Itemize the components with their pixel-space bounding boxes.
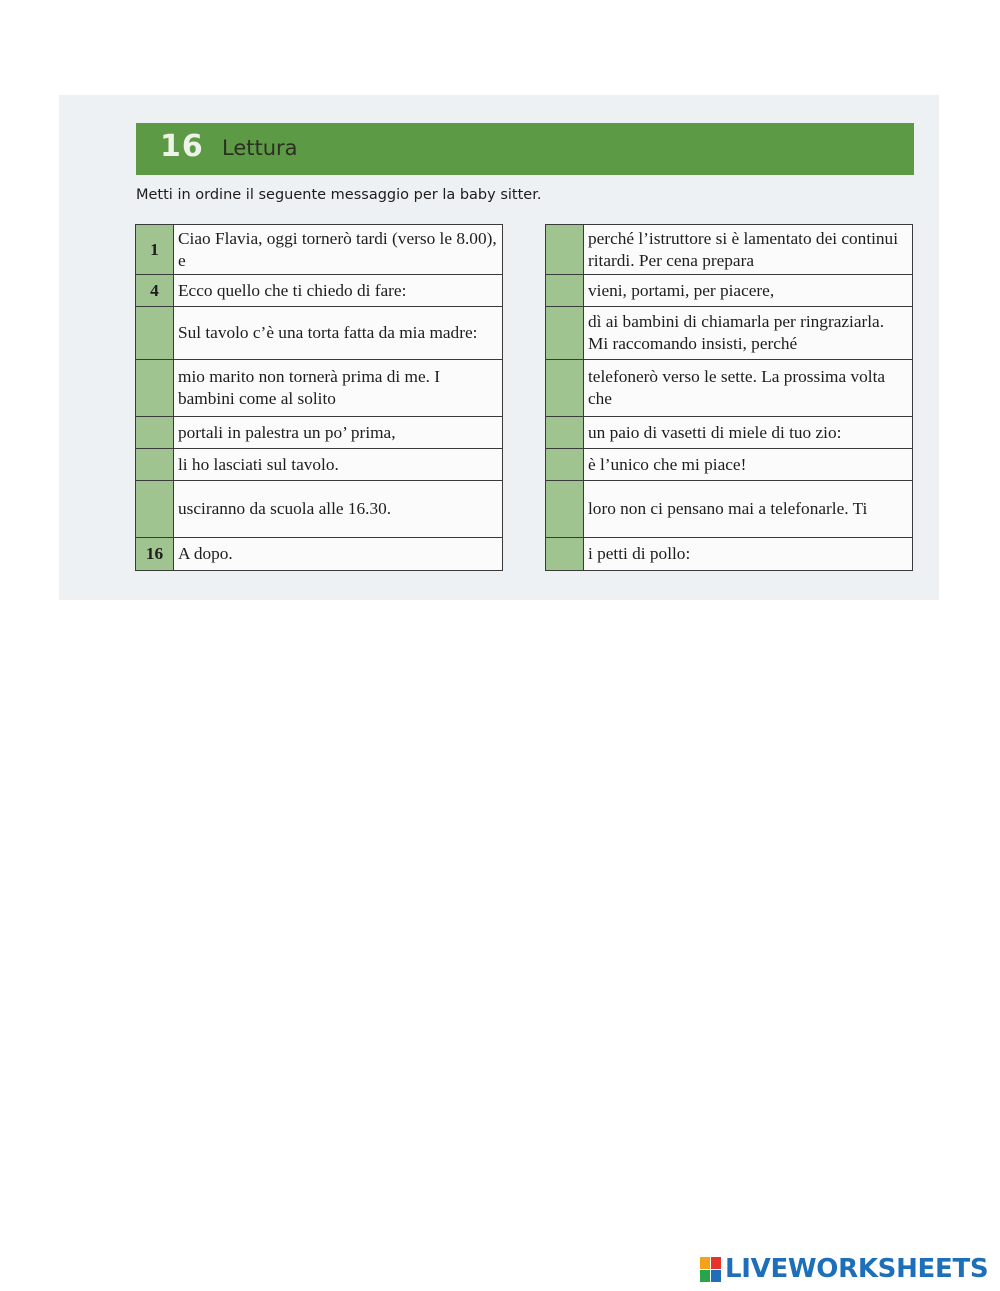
right-table-row <box>546 417 913 449</box>
right-table-row <box>546 481 913 538</box>
order-number-box[interactable] <box>546 538 584 571</box>
message-fragment: vieni, portami, per piacere, <box>584 275 913 307</box>
order-number-box[interactable] <box>546 481 584 538</box>
right-ordering-table <box>545 224 913 571</box>
order-number-box[interactable] <box>136 360 174 417</box>
order-number-box[interactable] <box>546 275 584 307</box>
order-number-box[interactable]: 4 <box>136 275 174 307</box>
message-fragment: perché l’istruttore si è lamentato dei continui ritardi. Per cena prepara <box>584 225 913 275</box>
order-number-box[interactable]: 1 <box>136 225 174 275</box>
message-fragment: dì ai bambini di chiamarla per ringraziarla. Mi raccomando insisti, perché <box>584 307 913 360</box>
message-fragment: mio marito non tornerà prima di me. I bambini come al solito <box>174 360 503 417</box>
order-number-box[interactable] <box>546 225 584 275</box>
left-ordering-table <box>135 224 503 571</box>
order-number-box[interactable] <box>546 449 584 481</box>
right-table-row <box>546 225 913 275</box>
logo-icon <box>700 1257 721 1282</box>
exercise-number: 16 <box>160 129 204 164</box>
order-number-box[interactable] <box>136 417 174 449</box>
order-number-box[interactable] <box>546 307 584 360</box>
right-table-row <box>546 449 913 481</box>
left-table-row <box>136 360 503 417</box>
right-table-row <box>546 307 913 360</box>
message-fragment: A dopo. <box>174 538 503 571</box>
message-fragment: telefonerò verso le sette. La prossima volta che <box>584 360 913 417</box>
order-number-box[interactable] <box>136 449 174 481</box>
left-table-row <box>136 307 503 360</box>
logo-text: LIVEWORKSHEETS <box>725 1254 989 1284</box>
left-table-row <box>136 481 503 538</box>
left-table-row <box>136 225 503 275</box>
message-fragment: li ho lasciati sul tavolo. <box>174 449 503 481</box>
message-fragment: Ciao Flavia, oggi tornerò tardi (verso le 8.00), e <box>174 225 503 275</box>
message-fragment: Sul tavolo c’è una torta fatta da mia madre: <box>174 307 503 360</box>
message-fragment: loro non ci pensano mai a telefonarle. Ti <box>584 481 913 538</box>
order-number-box[interactable] <box>136 307 174 360</box>
worksheet-scan <box>59 95 939 600</box>
order-number-box[interactable] <box>546 360 584 417</box>
right-table-row <box>546 275 913 307</box>
exercise-instruction: Metti in ordine il seguente messaggio per la baby sitter. <box>136 187 542 203</box>
exercise-banner <box>136 123 914 175</box>
message-fragment: Ecco quello che ti chiedo di fare: <box>174 275 503 307</box>
order-number-box[interactable]: 16 <box>136 538 174 571</box>
order-number-box[interactable] <box>136 481 174 538</box>
right-table-row <box>546 538 913 571</box>
right-table-row <box>546 360 913 417</box>
message-fragment: i petti di pollo: <box>584 538 913 571</box>
left-table-row <box>136 275 503 307</box>
exercise-title: Lettura <box>222 136 298 160</box>
message-fragment: un paio di vasetti di miele di tuo zio: <box>584 417 913 449</box>
order-number-box[interactable] <box>546 417 584 449</box>
message-fragment: usciranno da scuola alle 16.30. <box>174 481 503 538</box>
left-table-row <box>136 538 503 571</box>
liveworksheets-logo[interactable] <box>700 1256 988 1282</box>
left-table-row <box>136 417 503 449</box>
left-table-row <box>136 449 503 481</box>
message-fragment: è l’unico che mi piace! <box>584 449 913 481</box>
message-fragment: portali in palestra un po’ prima, <box>174 417 503 449</box>
